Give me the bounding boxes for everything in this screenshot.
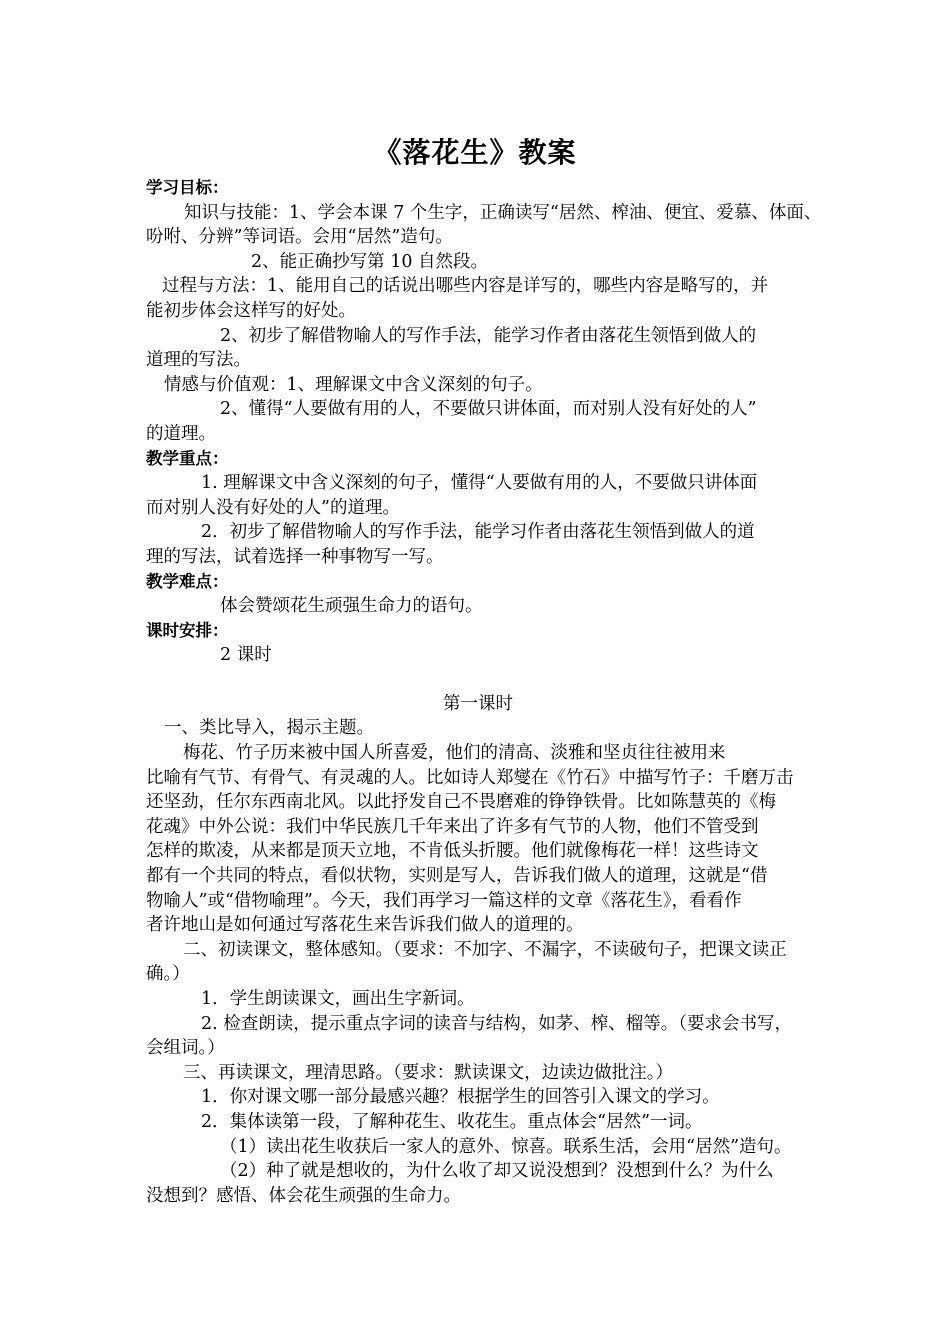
- text-line: 2．初步了解借物喻人的写作手法，能学习作者由落花生领悟到做人的道: [201, 522, 755, 543]
- text-line: 情感与价值观：1、理解课文中含义深刻的句子。: [164, 374, 543, 395]
- section-heading: 课时安排：: [146, 620, 229, 640]
- text-line: 知识与技能：1、学会本课 7 个生字，正确读写“居然、榨油、便宜、爱慕、体面、: [184, 202, 822, 223]
- text-line: 还坚劲，任尔东西南北风。以此抒发自己不畏磨难的铮铮铁骨。比如陈慧英的《梅: [146, 792, 776, 813]
- text-line: 的道理。: [146, 423, 216, 444]
- text-line: 2、懂得“人要做有用的人，不要做只讲体面，而对别人没有好处的人”: [220, 399, 757, 420]
- text-line: 怎样的欺凌，从来都是顶天立地，不肯低头折腰。他们就像梅花一样！这些诗文: [146, 841, 759, 862]
- lesson-heading: 第一课时: [443, 693, 513, 714]
- text-line: 1．你对课文哪一部分最感兴趣？根据学生的回答引入课文的学习。: [201, 1087, 720, 1108]
- text-line: 吩咐、分辨”等词语。会用“居然”造句。: [146, 227, 453, 248]
- text-line: 2．集体读第一段，了解种花生、收花生。重点体会“居然”一词。: [201, 1111, 703, 1132]
- text-line: 没想到？感悟、体会花生顽强的生命力。: [146, 1185, 461, 1206]
- text-line: 理的写法，试着选择一种事物写一写。: [146, 546, 444, 567]
- document-title: 《落花生》教案: [373, 136, 577, 169]
- text-line: 2、能正确抄写第 10 自然段。: [251, 251, 489, 272]
- text-line: （2）种了就是想收的，为什么收了却又说没想到？没想到什么？为什么: [220, 1161, 774, 1182]
- text-line: 2、初步了解借物喻人的写作手法，能学习作者由落花生领悟到做人的: [220, 325, 757, 346]
- text-line: 会组词。）: [146, 1038, 225, 1059]
- text-line: 一、类比导入，揭示主题。: [164, 718, 374, 739]
- text-line: 物喻人”或“借物喻理”。今天，我们再学习一篇这样的文章《落花生》，看看作: [146, 890, 742, 911]
- text-line: 花魂》中外公说：我们中华民族几千年来出了许多有气节的人物，他们不管受到: [146, 816, 759, 837]
- text-line: 体会赞颂花生顽强生命力的语句。: [220, 596, 483, 617]
- text-line: 而对别人没有好处的人”的道理。: [146, 497, 400, 518]
- text-line: （1）读出花生收获后一家人的意外、惊喜。联系生活，会用“居然”造句。: [220, 1136, 792, 1157]
- text-line: 1. 理解课文中含义深刻的句子，懂得“人要做有用的人，不要做只讲体面: [201, 473, 758, 494]
- text-line: 过程与方法：1、能用自己的话说出哪些内容是详写的，哪些内容是略写的，并: [162, 276, 769, 297]
- text-line: 确。）: [146, 964, 190, 985]
- text-line: 1．学生朗读课文，画出生字新词。: [201, 989, 475, 1009]
- text-line: 比喻有气节、有骨气、有灵魂的人。比如诗人郑燮在《竹石》中描写竹子：千磨万击: [146, 767, 794, 788]
- text-line: 道理的写法。: [146, 350, 251, 371]
- text-line: 者许地山是如何通过写落花生来告诉我们做人的道理的。: [146, 915, 584, 936]
- text-line: 2 课时: [220, 645, 272, 666]
- text-line: 能初步体会这样写的好处。: [146, 300, 356, 321]
- text-line: 2. 检查朗读，提示重点字词的读音与结构，如茅、榨、榴等。（要求会书写，: [201, 1013, 793, 1034]
- section-heading: 学习目标：: [146, 178, 229, 197]
- section-heading: 教学重点：: [146, 448, 229, 468]
- text-line: 梅花、竹子历来被中国人所喜爱，他们的清高、淡雅和坚贞往往被用来: [183, 743, 726, 764]
- text-line: 三、再读课文，理清思路。（要求：默读课文，边读边做批注。）: [183, 1062, 673, 1083]
- text-line: 都有一个共同的特点，看似状物，实则是写人，告诉我们做人的道理，这就是“借: [146, 866, 768, 887]
- document-body: [146, 176, 822, 1208]
- section-heading: 教学难点：: [146, 571, 229, 591]
- text-line: 二、初读课文，整体感知。（要求：不加字、不漏字，不读破句子，把课文读正: [183, 939, 787, 960]
